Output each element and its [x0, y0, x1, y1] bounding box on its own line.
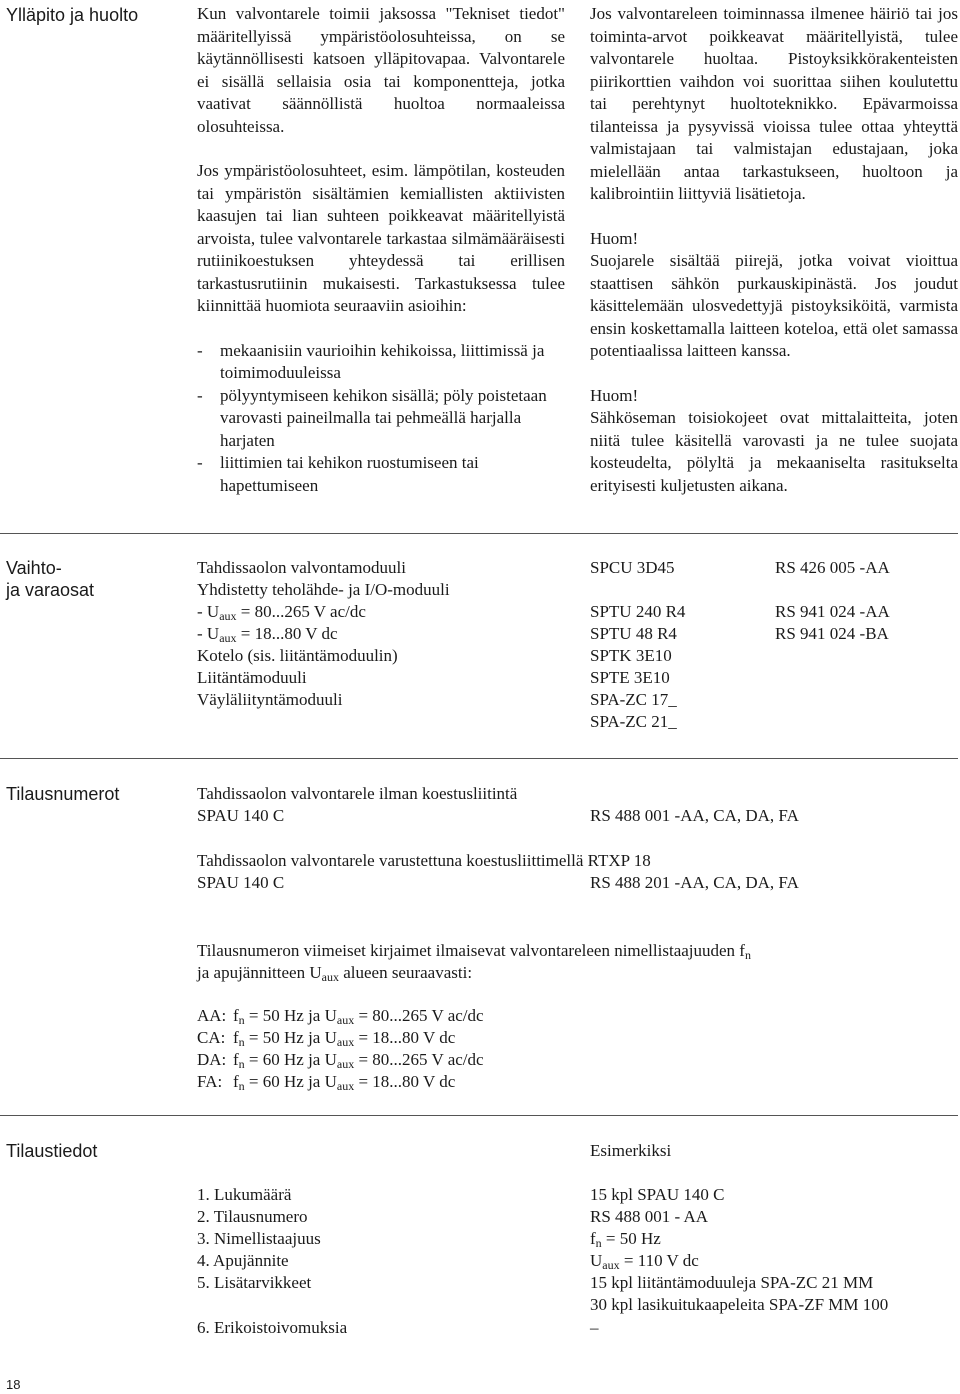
section-divider: [0, 1115, 958, 1116]
part-name: [197, 623, 338, 646]
variant-code: FA:: [197, 1072, 223, 1091]
order-item-type: SPAU 140 C: [197, 806, 285, 825]
variant-code: AA:: [197, 1006, 227, 1025]
subscript: n: [238, 1013, 245, 1027]
order-info-example: RS 488 001 - AA: [590, 1207, 709, 1226]
explanation-text: alueen seuraavasti:: [338, 963, 473, 982]
part-type: SPTK 3E10: [590, 646, 672, 665]
list-dash: -: [197, 385, 203, 405]
example-value: = 50 Hz: [601, 1229, 661, 1248]
part-name-prefix: - U: [197, 602, 220, 621]
variant-frequency: = 60 Hz ja U: [244, 1050, 337, 1069]
variant-frequency: = 60 Hz ja U: [244, 1072, 337, 1091]
variant-line: [197, 1049, 484, 1072]
subscript: aux: [219, 631, 237, 645]
subscript: aux: [602, 1258, 620, 1272]
heading-line: ja varaosat: [6, 580, 95, 600]
note-text-handling: Sähköseman toisiokojeet ovat mittalaitteita, joten niitä tulee käsitellä varovasti ja ne tulee suojata kosteudelta, pölyltä ja mekaaniselta rasitukselta erityisesti kuljetusten aikana.: [590, 408, 958, 495]
variant-frequency: = 50 Hz ja U: [244, 1028, 337, 1047]
maintenance-paragraph-2: Jos ympäristöolosuhteet, esim. lämpötilan, kosteuden tai ympäristön sisältämien kemiallisten aktiivisten kaasujen tai lian suhteen poikkeavat määritellyistä arvoista, tulee valvontarele tarkastaa silmämääräisesti rutiinikoestuksen yhteydessä tai erillisen tarkastusrutiinin mukaisesti. Tarkastuksessa tulee kiinnittää huomiota seuraaviin asioihin:: [197, 161, 565, 315]
subscript: aux: [336, 1035, 355, 1049]
list-item-text: pölyyntymiseen kehikon sisällä; pöly poistetaan varovasti paineilmalla tai pehmeällä harjalla harjaten: [220, 385, 547, 450]
list-item: [197, 340, 565, 385]
order-item-description: Tahdissaolon valvontarele ilman koestusliitintä: [197, 784, 518, 803]
subscript: n: [744, 948, 751, 962]
example-symbol: U: [590, 1251, 603, 1270]
variant-line: [197, 1027, 455, 1050]
maintenance-column-right: [590, 3, 958, 497]
variant-voltage: = 80...265 V ac/dc: [354, 1050, 484, 1069]
order-info-example: 15 kpl liitäntämoduuleja SPA-ZC 21 MM: [590, 1273, 874, 1292]
order-info-label: 3. Nimellistaajuus: [197, 1229, 321, 1248]
list-item: [197, 385, 565, 453]
part-type: SPA-ZC 21_: [590, 712, 677, 731]
part-type: SPTU 48 R4: [590, 624, 677, 643]
maintenance-paragraph-1: Kun valvontarele toimii jaksossa "Tekniset tiedot" määritellyissä ympäristöolosuhteissa, on se käytännöllisesti katsoen ylläpitovapaa. Valvontarele ei sisällä sellaisia osia tai komponentteja, jotka vaativat säännöllistä huoltoa normaaleissa olosuhteissa.: [197, 4, 565, 136]
subscript: aux: [336, 1057, 355, 1071]
order-info-example: [590, 1228, 661, 1251]
part-name: Väyläliityntämoduuli: [197, 690, 343, 709]
part-name: [197, 601, 366, 624]
order-info-example: 15 kpl SPAU 140 C: [590, 1185, 725, 1204]
example-symbol: f: [590, 1229, 596, 1248]
order-info-example: [590, 1250, 699, 1273]
part-name: Kotelo (sis. liitäntämoduulin): [197, 646, 398, 665]
heading-line: Vaihto-: [6, 558, 62, 578]
list-dash: -: [197, 453, 203, 472]
variant-code: CA:: [197, 1028, 226, 1047]
order-info-label: 1. Lukumäärä: [197, 1185, 292, 1204]
part-name: Yhdistetty teholähde- ja I/O-moduuli: [197, 580, 450, 599]
part-name-suffix: = 80...265 V ac/dc: [236, 602, 366, 621]
part-type: SPA-ZC 17_: [590, 690, 677, 709]
section-divider: [0, 758, 958, 759]
order-code-explanation: [197, 962, 472, 985]
example-heading: Esimerkiksi: [590, 1141, 672, 1160]
maintenance-paragraph-3: Jos valvontareleen toiminnassa ilmenee häiriö tai jos toiminta-arvot poikkeavat määritellyistä, tulee valvontarele huoltaa. Pistoyksikkörakenteisten piirikorttien vaihdon voi suorittaa siihen koulutettu tai perehtynyt huoltoteknikko. Epävarmoissa tilanteissa ja pysyvissä vioissa tulee ottaa yhteyttä valmistajaan tai valmistajan edustajaan, joka mielellään antaa tarkastukseen, huoltoon ja kalibrointiin liittyviä lisätietoja.: [590, 4, 958, 203]
note-text-static: Suojarele sisältää piirejä, jotka voivat vioittua staattisen sähkön purkauskipinästä. Jos joudut käsittelemään ulosvedettyjä pistoyksiköitä, varmista ensin koskettamalla laitteen koteloa, että olet samassa potentiaalissa laitteen kanssa.: [590, 251, 958, 360]
f-symbol: f: [233, 1050, 239, 1069]
note-label: Huom!: [590, 385, 639, 405]
order-info-label: 4. Apujännite: [197, 1251, 289, 1270]
subscript: n: [595, 1236, 602, 1250]
part-type: SPTE 3E10: [590, 668, 670, 687]
subscript: aux: [336, 1013, 355, 1027]
order-info-example: 30 kpl lasikuitukaapeleita SPA-ZF MM 100: [590, 1295, 889, 1314]
order-item-code: RS 488 201 -AA, CA, DA, FA: [590, 873, 799, 892]
variant-voltage: = 18...80 V dc: [354, 1072, 456, 1091]
variant-frequency: = 50 Hz ja U: [244, 1006, 337, 1025]
order-info-example: –: [590, 1318, 599, 1337]
variant-line: [197, 1005, 484, 1028]
variant-voltage: = 18...80 V dc: [354, 1028, 456, 1047]
list-dash: -: [197, 340, 203, 360]
example-value: = 110 V dc: [619, 1251, 699, 1270]
section-divider: [0, 533, 958, 534]
subscript: n: [238, 1079, 245, 1093]
part-name: Tahdissaolon valvontamoduuli: [197, 558, 406, 577]
subscript: n: [238, 1057, 245, 1071]
part-type: SPCU 3D45: [590, 558, 675, 577]
subscript: aux: [321, 970, 339, 984]
part-code: RS 941 024 -AA: [775, 602, 890, 621]
subscript: aux: [336, 1079, 355, 1093]
order-item-type: SPAU 140 C: [197, 873, 285, 892]
order-item-code: RS 488 001 -AA, CA, DA, FA: [590, 806, 799, 825]
f-symbol: f: [233, 1072, 239, 1091]
subscript: n: [238, 1035, 245, 1049]
f-symbol: f: [233, 1028, 239, 1047]
order-code-explanation: [197, 940, 751, 963]
list-item: [197, 452, 565, 497]
part-code: RS 426 005 -AA: [775, 558, 890, 577]
part-name-suffix: = 18...80 V dc: [236, 624, 338, 643]
variant-code: DA:: [197, 1050, 227, 1069]
note-label: Huom!: [590, 228, 639, 248]
section-heading-spare-parts: [6, 557, 94, 601]
order-item-description: Tahdissaolon valvontarele varustettuna koestusliittimellä RTXP 18: [197, 851, 651, 870]
order-info-label: 2. Tilausnumero: [197, 1207, 308, 1226]
maintenance-column-left: [197, 3, 565, 497]
page-number: 18: [6, 1377, 21, 1392]
section-heading-maintenance: Ylläpito ja huolto: [6, 5, 139, 25]
order-info-label: 6. Erikoistoivomuksia: [197, 1318, 348, 1337]
section-heading-order-info: Tilaustiedot: [6, 1141, 98, 1161]
variant-line: [197, 1071, 455, 1094]
section-heading-order-numbers: Tilausnumerot: [6, 784, 120, 804]
variant-voltage: = 80...265 V ac/dc: [354, 1006, 484, 1025]
order-info-label: 5. Lisätarvikkeet: [197, 1273, 312, 1292]
f-symbol: f: [233, 1006, 239, 1025]
part-type: SPTU 240 R4: [590, 602, 686, 621]
list-item-text: liittimien tai kehikon ruostumiseen tai hapettumiseen: [220, 453, 479, 495]
explanation-text: ja apujännitteen U: [197, 963, 322, 982]
part-code: RS 941 024 -BA: [775, 624, 889, 643]
part-name-prefix: - U: [197, 624, 220, 643]
list-item-text: mekaanisiin vaurioihin kehikoissa, liittimissä ja toimimoduuleissa: [220, 340, 545, 382]
explanation-text: Tilausnumeron viimeiset kirjaimet ilmaisevat valvontareleen nimellistaajuuden f: [197, 941, 745, 960]
subscript: aux: [219, 609, 237, 623]
part-name: Liitäntämoduuli: [197, 668, 307, 687]
